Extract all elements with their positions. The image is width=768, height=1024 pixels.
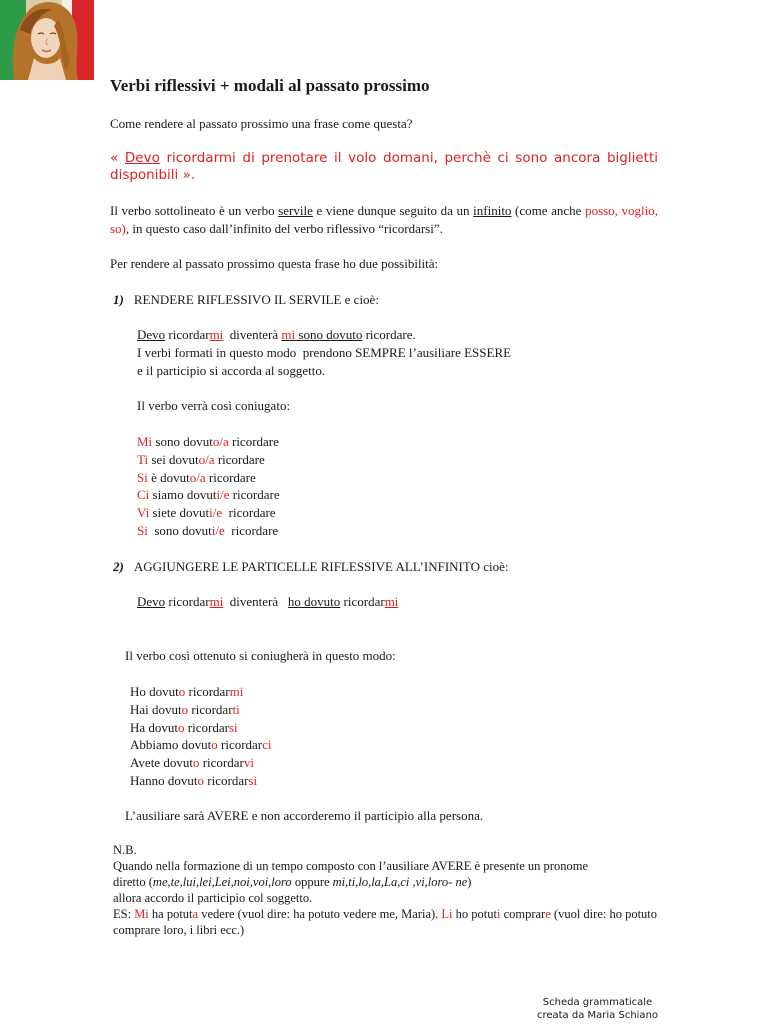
- reflexive-particle: vi: [243, 755, 254, 771]
- text: ricordare: [214, 451, 265, 467]
- text: Avete dovut: [130, 755, 193, 771]
- text: ho dovuto: [287, 594, 341, 609]
- conjugation-row: [137, 469, 280, 487]
- ending: a: [192, 907, 199, 921]
- text: e cioè:: [341, 292, 379, 307]
- reflexive-particle: mi: [229, 684, 244, 699]
- ending: e: [545, 907, 551, 921]
- text: diventerà: [223, 327, 282, 342]
- intro-question: Come rendere al passato prossimo una frase come questa?: [110, 116, 413, 131]
- pronoun: Vi: [137, 505, 150, 521]
- text: , in questo caso dall’infinito del verbo riflessivo “ricordarsi”.: [125, 221, 443, 236]
- text: Hai dovut: [130, 701, 182, 717]
- text: Ha dovut: [130, 719, 179, 735]
- conjugation-row: [137, 433, 280, 451]
- text: ricordar: [165, 594, 210, 609]
- conjugation-row: [137, 504, 280, 522]
- tonic-pronouns: me,te,lui,lei,Lei,noi,voi,loro: [152, 875, 292, 889]
- text: Hanno dovut: [130, 772, 198, 788]
- conjugation-row: [137, 522, 280, 540]
- text: ho potut: [452, 907, 497, 921]
- text: Devo: [137, 327, 166, 342]
- conjugation-row: [130, 736, 272, 754]
- reflexive-particle: ti: [232, 701, 240, 717]
- nb-line: allora accordo il participio col soggetto.: [113, 891, 313, 905]
- footer-line: Scheda grammaticale: [542, 997, 653, 1008]
- pronoun: Ci: [137, 487, 150, 503]
- conjugation-row: [130, 772, 272, 790]
- section-number: 1): [113, 292, 124, 307]
- ending: o: [178, 684, 186, 699]
- text: ricordar: [204, 772, 249, 788]
- text: ricordar: [165, 327, 210, 342]
- ending: o: [211, 737, 218, 753]
- nb-line: Quando nella formazione di un tempo composto con l’ausiliare AVERE è presente un pronome: [113, 859, 588, 873]
- modal-examples: posso, voglio, so): [110, 203, 659, 236]
- conjugation-row: [130, 701, 272, 719]
- section-1-heading: [113, 292, 379, 308]
- text: ricordare: [228, 434, 279, 449]
- reflexive-particle: si: [228, 719, 238, 735]
- ending: o: [178, 719, 185, 735]
- text: (come anche: [511, 203, 586, 218]
- text: sono dovut: [147, 522, 212, 538]
- text: Il verbo sottolineato è un verbo: [110, 203, 279, 218]
- atonic-pronouns: mi,ti,lo,la,La,ci ,vi,loro- ne: [332, 875, 468, 889]
- conjugation-row: [130, 683, 272, 701]
- text: ha potut: [148, 907, 193, 921]
- reflexive-particle: mi: [209, 594, 224, 609]
- pronoun: Li: [441, 907, 453, 921]
- text: cioè:: [479, 559, 509, 574]
- text: Abbiamo dovut: [130, 737, 212, 753]
- text: sei dovut: [148, 451, 199, 467]
- rule-line: I verbi formati in questo modo prendono SEMPRE l’ausiliare ESSERE: [137, 345, 512, 360]
- text: diretto (: [113, 875, 153, 889]
- pronoun: Si: [137, 522, 148, 538]
- reflexive-particle: si: [248, 772, 258, 788]
- section-title: AGGIUNGERE LE PARTICELLE RIFLESSIVE ALL’INFINITO: [133, 559, 480, 574]
- text: siamo dovut: [149, 487, 217, 503]
- pronoun: Mi: [134, 907, 149, 921]
- section-2-conjugation: [130, 683, 272, 790]
- explanation-paragraph: [110, 202, 658, 238]
- conjugation-intro: Il verbo così ottenuto si coniugherà in questo modo:: [125, 648, 396, 663]
- possibilities-intro: Per rendere al passato prossimo questa frase ho due possibilità:: [110, 256, 439, 271]
- text: ricordare: [229, 487, 280, 503]
- ending: o: [192, 755, 200, 771]
- conjugation-row: [130, 754, 272, 772]
- conjugation-row: [137, 486, 280, 504]
- section-1-conjugation: [137, 433, 280, 540]
- text: oppure: [291, 875, 333, 889]
- text: ricordar: [340, 594, 385, 609]
- ending: i/e: [209, 505, 223, 521]
- term-servile: servile: [278, 203, 313, 218]
- text: Devo: [137, 594, 166, 609]
- pronoun: Si: [137, 469, 148, 485]
- text: (vuol dire: ho potuto comprare loro, i libri ecc.): [113, 907, 658, 937]
- quote-open: «: [110, 150, 125, 166]
- example-rest: ricordarmi di prenotare il volo domani, perchè ci sono ancora biglietti disponibili ».: [110, 150, 658, 183]
- nb-example: [113, 906, 661, 938]
- ending: o/a: [212, 434, 229, 449]
- term-infinito: infinito: [473, 203, 512, 218]
- text: ricordar: [217, 737, 263, 753]
- page-title: Verbi riflessivi + modali al passato prossimo: [110, 76, 430, 95]
- text: comprar: [500, 907, 546, 921]
- text: ES:: [113, 907, 135, 921]
- text: siete dovut: [149, 505, 210, 521]
- nota-bene-block: [113, 842, 661, 938]
- pronoun: Mi: [137, 434, 153, 449]
- pronoun: Ti: [137, 451, 149, 467]
- text: ricordare: [222, 505, 276, 521]
- section-2-example: [137, 594, 398, 610]
- reflexive-particle: mi: [384, 594, 399, 609]
- text: vedere (vuol dire: ha potuto vedere me, Maria).: [198, 907, 442, 921]
- text: ricordar: [188, 701, 233, 717]
- example-line: [137, 326, 511, 344]
- footer-credit: [520, 996, 675, 1022]
- ending: i: [496, 907, 501, 921]
- text: ricordare.: [362, 327, 416, 342]
- conjugation-row: [137, 451, 280, 469]
- text: ricordar: [199, 755, 244, 771]
- section-2-heading: [113, 559, 508, 575]
- ending: o/a: [198, 451, 215, 467]
- auxiliary-note: L’ausiliare sarà AVERE e non accorderemo il participio alla persona.: [125, 808, 484, 823]
- section-title: RENDERE RIFLESSIVO IL SERVILE: [133, 292, 342, 307]
- conjugation-intro: Il verbo verrà così coniugato:: [137, 398, 291, 413]
- footer-line: creata da Maria Schiano: [536, 1010, 659, 1021]
- reflexive-particle: mi: [209, 327, 224, 342]
- section-1-example: [137, 326, 511, 380]
- nb-line: [113, 874, 661, 890]
- text: diventerà: [223, 594, 288, 609]
- text: è dovut: [147, 469, 190, 485]
- ending: o: [197, 772, 205, 788]
- text: ricordare: [224, 522, 279, 538]
- example-sentence: [110, 150, 658, 184]
- ending: i/e: [216, 487, 230, 503]
- ending: o: [181, 701, 189, 717]
- ending: i/e: [211, 522, 225, 538]
- rule-line: e il participio si accorda al soggetto.: [137, 363, 326, 378]
- text: ricordar: [185, 684, 230, 699]
- text: ricordar: [184, 719, 229, 735]
- text: ): [467, 875, 472, 889]
- text: ricordare: [205, 469, 256, 485]
- text: e viene dunque seguito da un: [312, 203, 474, 218]
- ending: o/a: [189, 469, 206, 485]
- conjugation-row: [130, 719, 272, 737]
- text: Ho dovut: [130, 684, 179, 699]
- text: sono dovuto: [295, 327, 363, 342]
- nb-label: N.B.: [113, 843, 137, 857]
- text: sono dovut: [152, 434, 213, 449]
- underlined-verb: Devo: [124, 150, 160, 166]
- reflexive-particle: mi: [281, 327, 296, 342]
- section-number: 2): [113, 559, 124, 574]
- reflexive-particle: ci: [262, 737, 272, 753]
- venus-portrait-image: [0, 0, 94, 80]
